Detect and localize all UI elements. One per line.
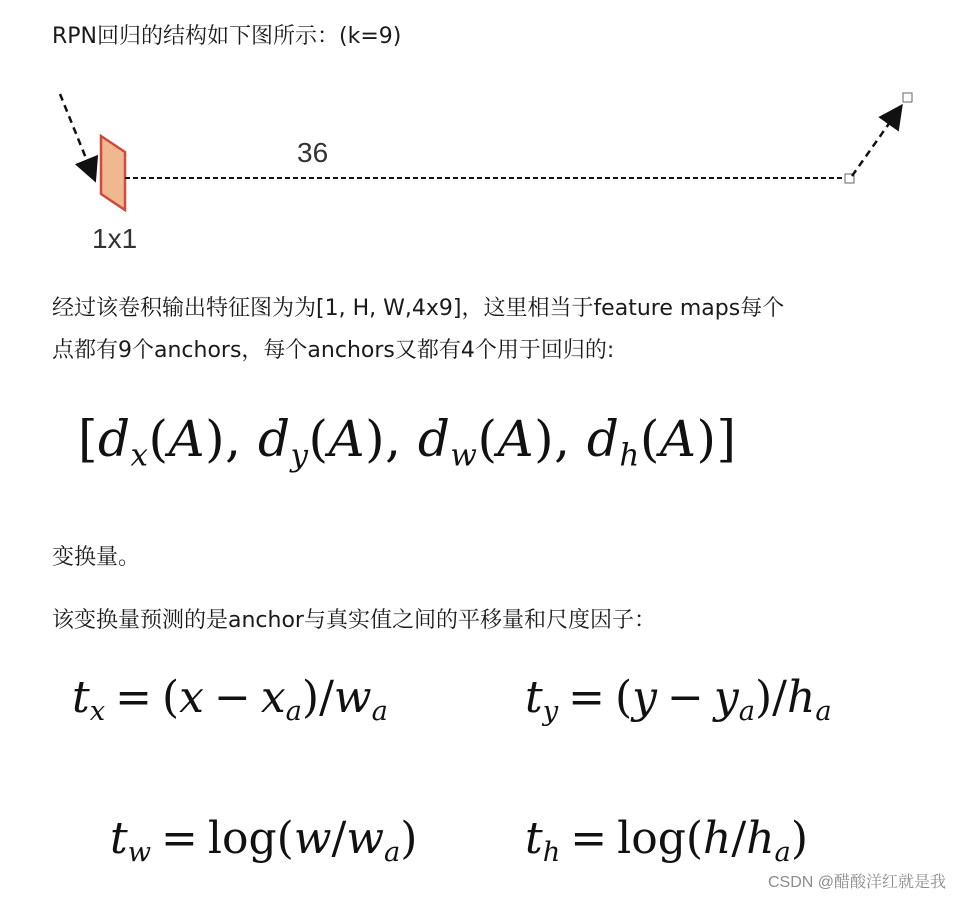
conv-paragraph-line1: 经过该卷积输出特征图为为[1, H, W,4x9]，这里相当于feature maps每个	[52, 296, 785, 321]
conv-paragraph-line2: 点都有9个anchors，每个anchors又都有4个用于回归的:	[52, 338, 615, 363]
output-arrow	[852, 108, 900, 176]
arrow-end-node	[903, 93, 912, 102]
intro-text: RPN回归的结构如下图所示：(k=9)	[52, 24, 402, 49]
delta-vector-equation: [$d_x(A)$, $d_y(A)$, $d_w(A)$, $d_h(A)$]	[78, 410, 737, 474]
tw-equation: $t_w = \log(w/w_a)$	[110, 813, 418, 869]
channel-label: 36	[297, 137, 329, 168]
transform-text: 变换量。	[52, 545, 141, 570]
predict-text: 该变换量预测的是anchor与真实值之间的平移量和尺度因子：	[52, 608, 656, 633]
conv-kernel-shape	[101, 136, 125, 210]
watermark: CSDN @醋酸洋红就是我	[767, 874, 946, 891]
ty-equation: $t_y = (y - y_a)/h_a$	[525, 672, 832, 728]
tx-equation: $t_x = (x - x_a)/w_a$	[72, 672, 388, 728]
input-arrow	[60, 94, 94, 178]
th-equation: $t_h = \log(h/h_a)$	[525, 813, 808, 869]
rpn-regression-diagram	[0, 80, 962, 270]
kernel-label: 1x1	[92, 223, 138, 254]
